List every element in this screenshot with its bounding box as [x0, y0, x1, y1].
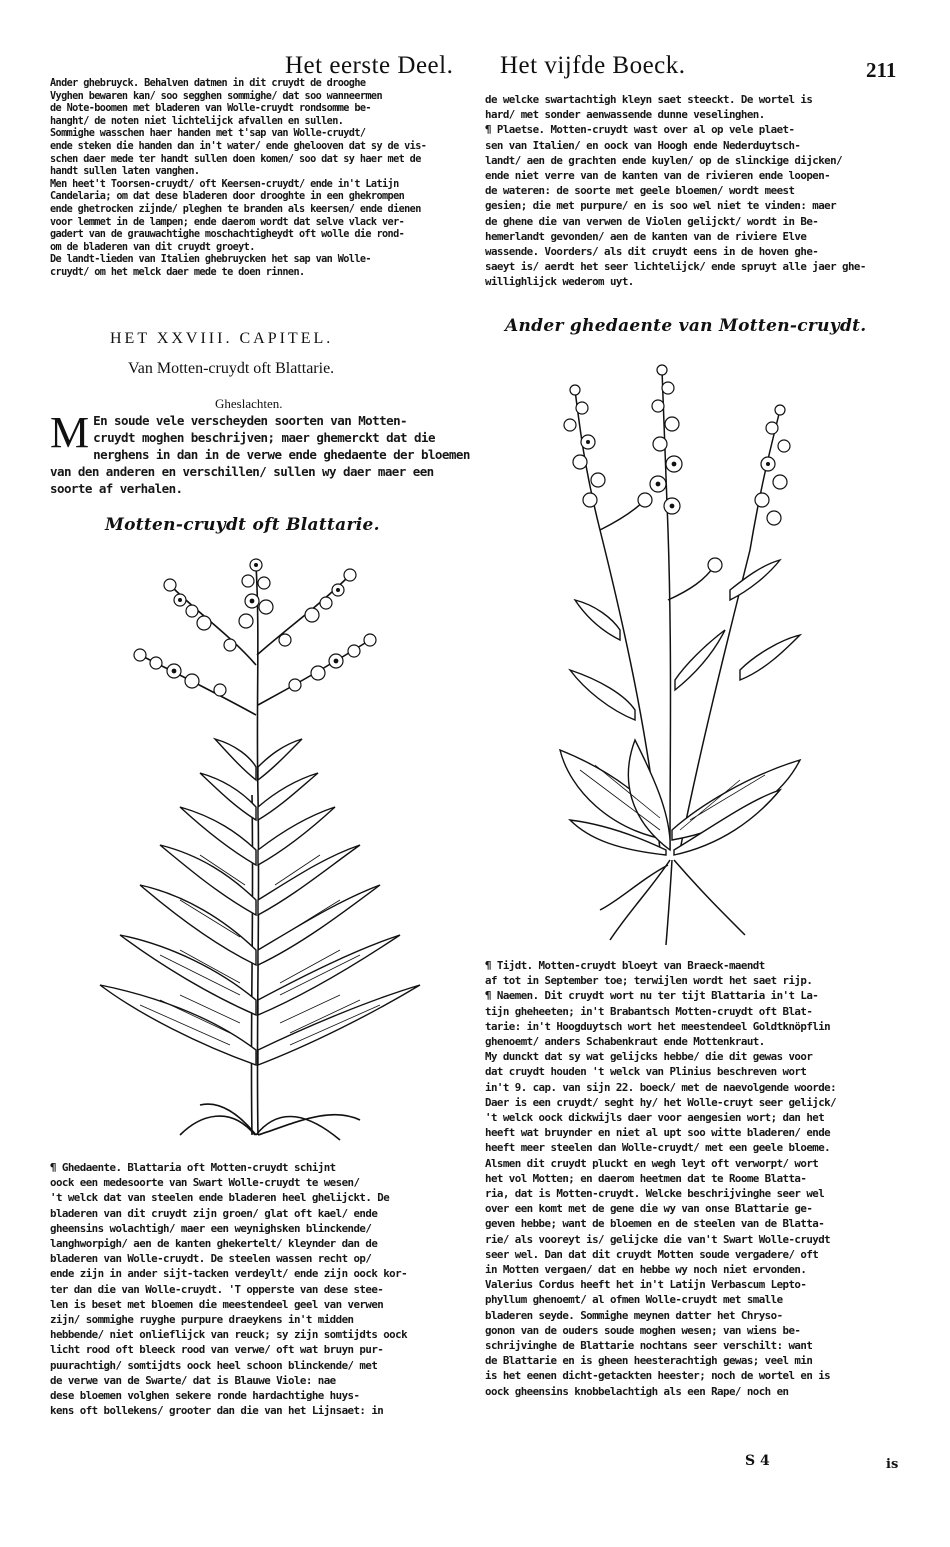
text-line: ¶ Naemen. Dit cruydt wort nu ter tijt Blattaria in't La- — [485, 989, 819, 1003]
text-line: nerghens in dan in de verwe ende ghedaente der bloemen — [93, 447, 470, 462]
text-line: bladeren van Wolle-cruydt. De steelen wassen recht op/ — [50, 1252, 372, 1266]
drop-capital: M — [50, 408, 90, 457]
text-line: ter dan die van Wolle-cruydt. 'T opperste van dese stee- — [50, 1282, 384, 1296]
text-line: de verwe van de Swarte/ dat is Blauwe Viole: nae — [50, 1373, 336, 1387]
text-line: cruydt moghen beschrijven; maer ghemerckt dat die — [93, 430, 435, 445]
text-line: licht rood oft bleeck rood van verwe/ oft wat bruyn pur- — [50, 1343, 384, 1357]
text-line: de Note-boomen met bladeren van Wolle-cruydt rondsomme be- — [50, 103, 371, 115]
text-line: dese bloemen volghen sekere ronde hardachtighe huys- — [50, 1389, 360, 1403]
text-line: Sommighe wasschen haer handen met t'sap van Wolle-cruydt/ — [50, 128, 366, 140]
text-line: oock gheensins knobbelachtigh als een Rape/ noch en — [485, 1384, 789, 1398]
catchword: is — [886, 1457, 899, 1472]
text-line: Valerius Cordus heeft het in't Latijn Verbascum Lepto- — [485, 1278, 807, 1292]
text-line: Daer is een cruydt/ seght hy/ het Wolle-cruyt seer gelijck/ — [485, 1095, 837, 1109]
text-line: langhworpigh/ aen de kanten ghekertelt/ kleynder dan de — [50, 1237, 378, 1251]
text-line: gesien; die met purpure/ en is soo wel niet te vinden: maer — [485, 199, 837, 213]
text-line: kens oft bollekens/ grooter dan die van het Lijnsaet: in — [50, 1404, 384, 1418]
text-line: oock een medesoorte van Swart Wolle-cruydt te wesen/ — [50, 1176, 360, 1190]
text-line: hebbende/ niet onlieflijck van reuck; sy zijn somtijdts oock — [50, 1328, 408, 1342]
text-line: hemerlandt gevonden/ aen de kanten van de riviere Elve — [485, 229, 807, 243]
text-line: landt/ aen de grachten ende kuylen/ op de slinckige dijcken/ — [485, 153, 843, 167]
page-number: 211 — [866, 58, 897, 82]
text-line: 't welck oock dickwijls daer voor aengesien wort; dan het — [485, 1111, 825, 1125]
text-line: seer wel. Dan dat dit cruydt Motten soude vergadere/ oft — [485, 1247, 819, 1261]
text-line: tijn gheheeten; in't Brabantsch Motten-cruydt oft Blat- — [485, 1004, 813, 1018]
text-line: in't 9. cap. van sijn 22. boeck/ met de naevolgende woorde: — [485, 1080, 837, 1094]
figure-caption-right: Ander ghedaente van Motten-cruydt. — [505, 316, 867, 336]
text-line: ende zijn in ander sijt-tacken verdeylt/ ende zijn oock kor- — [50, 1267, 408, 1281]
text-line: gadert van de grauwachtighe moschachtigheydt oft wolle die rond- — [50, 229, 405, 241]
chapter-subtitle: Van Motten-cruydt oft Blattarie. — [128, 360, 335, 377]
text-line: hanght/ de noten niet lichtelijck afvallen en sullen. — [50, 115, 344, 127]
text-line: om de bladeren van dit cruydt groeyt. — [50, 241, 255, 253]
signature-mark: S 4 — [745, 1453, 770, 1469]
text-line: ¶ Plaetse. Motten-cruydt wast over al op vele plaet- — [485, 123, 795, 137]
text-line: hard/ met sonder aenwassende dunne veselinghen. — [485, 108, 765, 122]
text-line: willighlijck wederom uyt. — [485, 275, 634, 289]
text-line: is het eenen dicht-getackten heester; noch de wortel en is — [485, 1369, 831, 1383]
left-top-text — [50, 78, 480, 280]
text-line: puurachtigh/ somtijdts oock heel schoon blinckende/ met — [50, 1358, 378, 1372]
text-line: cruydt/ om het melck daer mede te doen rinnen. — [50, 266, 305, 278]
text-line: het vol Motten; en daerom heetmen dat te Roome Blatta- — [485, 1171, 807, 1185]
text-line: heeft wat bruynder en niet al upt soo witte bladeren/ ende — [485, 1126, 831, 1140]
text-line: de wateren: de soorte met geele bloemen/ wordt meest — [485, 184, 795, 198]
text-line: En soude vele verscheyden soorten van Motten- — [93, 413, 408, 428]
right-bottom-text — [485, 958, 905, 1399]
text-line: bladeren seyde. Sommighe meynen datter het Chryso- — [485, 1308, 783, 1322]
text-line: De landt-lieden van Italien ghebruycken het sap van Wolle- — [50, 254, 371, 266]
text-line: van den anderen en verschillen/ sullen wy daer maer een — [50, 464, 434, 479]
text-line: phyllum ghenoemt/ al ofmen Wolle-cruydt met smalle — [485, 1293, 783, 1307]
text-line: ende ghetrocken zijnde/ pleghen te branden als keersen/ ende dienen — [50, 203, 421, 215]
text-line: ¶ Tijdt. Motten-cruydt bloeyt van Braeck-maendt — [485, 959, 765, 972]
text-line: gonon van de ouders soude moghen wesen; van wiens be- — [485, 1323, 801, 1337]
text-line: Alsmen dit cruydt pluckt en wegh leyt oft verworpt/ wort — [485, 1156, 819, 1170]
text-line: de welcke swartachtigh kleyn saet steeckt. De wortel is — [485, 93, 813, 106]
text-line: schen daer mede ter handt sullen doen komen/ soo dat sy haer met de — [50, 153, 421, 165]
text-line: zijn/ sommighe ruyghe purpure draeykens in't midden — [50, 1313, 354, 1327]
text-line: de Blattarie en is gheen heesterachtigh gewas; veel min — [485, 1354, 813, 1368]
text-line: My dunckt dat sy wat gelijcks hebbe/ die dit gewas voor — [485, 1050, 813, 1064]
text-line: handt sullen laten vanghen. — [50, 166, 200, 178]
text-line: saeyt is/ aerdt het seer lichtelijck/ ende spruyt alle jaer ghe- — [485, 260, 866, 274]
blattaria-woodcut-illustration — [80, 545, 440, 1145]
ghedaente-paragraph — [50, 1160, 480, 1418]
text-line: over een komt met de gene die wy van onse Blattarie ge- — [485, 1202, 813, 1216]
right-top-text — [485, 92, 905, 290]
text-line: Candelaria; om dat dese bladeren door drooghte in een ghekrompen — [50, 191, 405, 203]
text-line: af tot in September toe; terwijlen wordt het saet rijp. — [485, 974, 813, 988]
text-line: geven hebbe; want de bloemen en de steelen van de Blatta- — [485, 1217, 825, 1231]
text-line: ria, dat is Motten-cruydt. Welcke beschrijvinghe seer wel — [485, 1187, 825, 1201]
text-line: heeft meer steelen dan Wolle-cruydt/ met een geele bloeme. — [485, 1141, 831, 1155]
text-line: gheensins wolachtigh/ maer een weynighsken blinckende/ — [50, 1221, 372, 1235]
text-line: Men heet't Toorsen-cruydt/ oft Keersen-cruydt/ ende in't Latijn — [50, 178, 399, 190]
text-line: in Motten vergaen/ dat en hebbe wy noch niet ervonden. — [485, 1263, 807, 1277]
text-line: dat cruydt houden 't welck van Plinius beschreven wort — [485, 1065, 807, 1079]
running-head-right: Het vijfde Boeck. — [500, 52, 686, 79]
text-line: Ander ghebruyck. Behalven datmen in dit cruydt de drooghe — [50, 78, 366, 89]
text-line: 't welck dat van steelen ende bladeren heel ghelijckt. De — [50, 1191, 390, 1205]
text-line: len is beset met bloemen die meestendeel geel van verwen — [50, 1297, 384, 1311]
text-line: ende steken die handen dan in't water/ ende ghelooven dat sy de vis- — [50, 140, 427, 152]
text-line: ende niet verre van de kanten van de rivieren ende loopen- — [485, 169, 831, 183]
text-line: bladeren van dit cruydt zijn groen/ glat oft kael/ ende — [50, 1206, 378, 1220]
text-line: voor lemmet in de lampen; ende daerom wordt dat selve vlack ver- — [50, 216, 405, 228]
figure-caption-left: Motten-cruydt oft Blattarie. — [105, 515, 380, 535]
text-line: schrijvinghe de Blattarie nochtans seer verschilt: want — [485, 1339, 813, 1353]
text-line: ¶ Ghedaente. Blattaria oft Motten-cruydt schijnt — [50, 1161, 336, 1174]
text-line: sen van Italien/ en oock van Hoogh ende Nederduytsch- — [485, 138, 801, 152]
section-heading: Gheslachten. — [215, 396, 283, 411]
text-line: soorte af verhalen. — [50, 481, 183, 496]
chapter-title: HET XXVIII. CAPITEL. — [110, 330, 334, 347]
text-line: rie/ als vooreyt is/ gelijcke die van't Swart Wolle-cruydt — [485, 1232, 831, 1246]
text-line: ghenoemt/ anders Schabenkraut ende Mottenkraut. — [485, 1035, 765, 1049]
text-line: tarie: in't Hoogduytsch wort het meestendeel Goldtknöpflin — [485, 1019, 831, 1033]
text-line: wassende. Voorders/ als dit cruydt eens in de hoven ghe- — [485, 245, 819, 259]
text-line: Vyghen bewaren kan/ soo segghen sommighe/ dat soo wanneermen — [50, 90, 383, 102]
running-head-left: Het eerste Deel. — [285, 52, 454, 79]
blattaria-variant-woodcut-illustration — [540, 350, 860, 950]
gheslachten-paragraph — [50, 408, 480, 497]
text-line: de ghene die van verwen de Violen gelijckt/ wordt in Be- — [485, 214, 819, 228]
